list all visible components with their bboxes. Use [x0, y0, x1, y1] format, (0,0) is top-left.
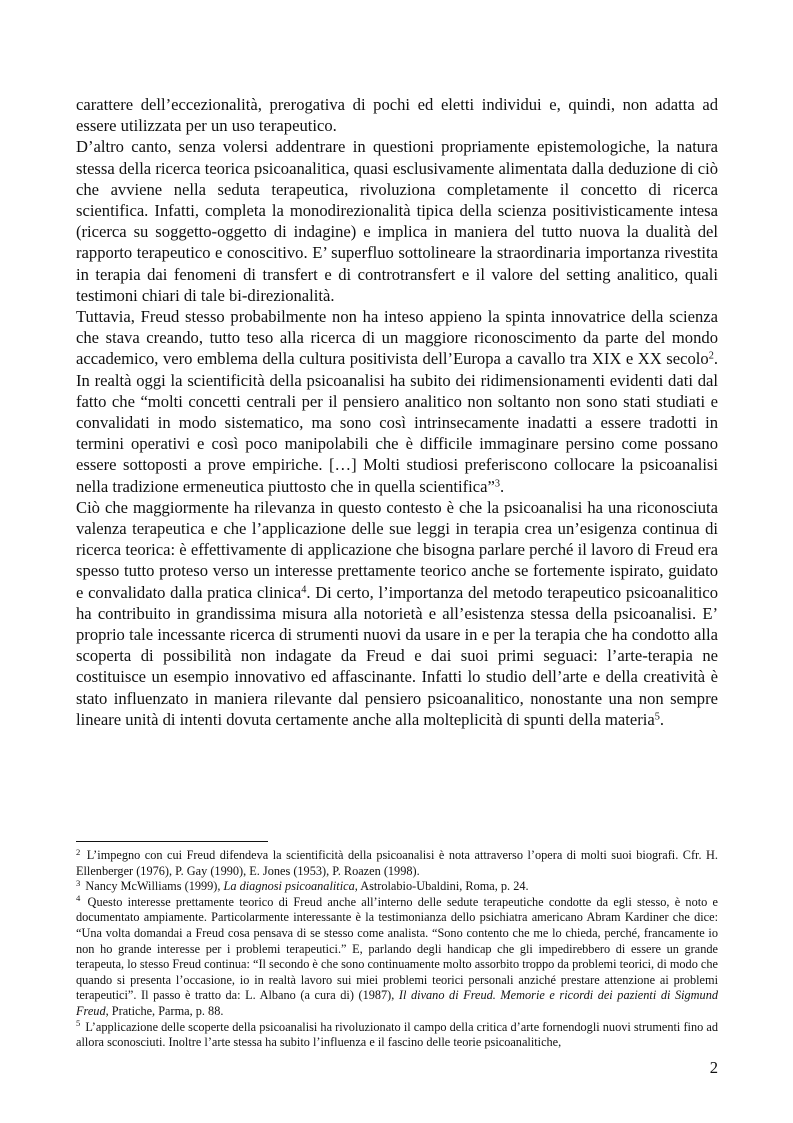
body-paragraph	[76, 306, 718, 497]
footnote-number: 3	[76, 877, 81, 888]
footnote	[76, 895, 718, 1020]
body-paragraph	[76, 136, 718, 306]
text-run: L’impegno con cui Freud difendeva la scientificità della psicoanalisi è nota attraverso l’opera di molti suoi biografi. Cfr. H. Ellenberger (1976), P. Gay (1990), E. Jones (1953), P. Roazen (1998).	[76, 848, 718, 878]
body-text	[76, 94, 718, 730]
text-run: . In realtà oggi la scientificità della psicoanalisi ha subito dei ridimensionamenti evidenti dati dal fatto che “molti concetti centrali per il pensiero analitico non soltanto non sono stati studiati e convalidati in modo sistematico, ma sono così intrinsecamente inadatti a essere tradotti in termini operativi e così poco manipolabili che è difficile immaginare persino come possano essere sottoposti a prove empiriche. […] Molti studiosi preferiscono collocare la psicoanalisi nella tradizione ermeneutica piuttosto che in quella scientifica”	[76, 349, 718, 496]
page-number: 2	[709, 1058, 718, 1077]
body-paragraph	[76, 497, 718, 730]
footnote	[76, 1020, 718, 1051]
text-run: Nancy McWilliams (1999),	[82, 879, 224, 894]
text-run: , Pratiche, Parma, p. 88.	[105, 1003, 224, 1018]
text-run: . Di certo, l’importanza del metodo terapeutico psicoanalitico ha contribuito in grandissima misura alla notorietà e all’esistenza stessa della psicoanalisi. E’ proprio tale incessante ricerca di strumenti nuovi da usare in e per la terapia che ha condotto alla scoperta di possibilità non indagate da Freud e dai suoi primi seguaci: l’arte-terapia ne costituisce un esempio innovativo ed affascinante. Infatti lo studio dell’arte e della creatività è stato influenzato in maniera rilevante dal pensiero psicoanalitico, nonostante una non sempre lineare unità di intenti dovuta certamente anche alla molteplicità di spunti della materia	[76, 582, 719, 729]
footnote	[76, 848, 718, 879]
text-run: Questo interesse prettamente teorico di Freud anche all’interno delle sedute terapeutiche condotte da egli stesso, è noto e documentato ampiamente. Particolarmente interessante è la testimonianza dello psichiatra americano Abram Kardiner che dice: “Una volta domandai a Freud cosa pensava di se stesso come analista. “Sono contento che me lo chieda, perché, francamente io non ho grande interesse per i problemi terapeutici.” E, parlando degli handicap che gli impedirebbero di essere un grande terapeuta, lo stesso Freud continua: “Il secondo è che sono continuamente molto assorbito troppo da problemi teorici, di modo che quando si presenta l’occasione, io in realtà lavoro sui miei problemi teorici personali anziché prestare attenzione ai problemi terapeutici”. Il passo è tratto da: L. Albano (a cura di) (1987),	[76, 894, 718, 1003]
text-run: .	[499, 476, 505, 496]
text-run: carattere dell’eccezionalità, prerogativa di pochi ed eletti individui e, quindi, non adatta ad essere utilizzata per un uso terapeutico.	[76, 95, 718, 136]
footnote-reference: 3	[494, 478, 500, 489]
footnote-separator	[76, 841, 268, 842]
footnote-reference: 4	[301, 584, 307, 596]
italic-title: La diagnosi psicoanalitica	[223, 879, 355, 894]
body-paragraph	[76, 94, 718, 136]
footnote-reference: 5	[654, 711, 660, 723]
italic-title: Il divano di Freud. Memorie e ricordi dei pazienti di Sigmund Freud	[76, 988, 718, 1018]
footnote	[76, 879, 718, 895]
footnote-number: 5	[76, 1018, 81, 1029]
footnotes	[76, 848, 718, 1051]
text-run: Ciò che maggiormente ha rilevanza in questo contesto è che la psicoanalisi ha una riconosciuta valenza terapeutica e che l’applicazione delle sue leggi in terapia crea un’esigenza continua di ricerca teorica: è effettivamente di applicazione che bisogna parlare perché il lavoro di Freud era spesso tutto proteso verso un interesse prettamente teorico anche se fortemente ispirato, guidato e convalidato dalla pratica clinica	[76, 497, 718, 602]
text-run: Tuttavia, Freud stesso probabilmente non ha inteso appieno la spinta innovatrice della scienza che stava creando, tutto teso alla ricerca di un maggiore riconoscimento da parte del mondo accademico, vero emblema della cultura positivista dell’Europa a cavallo tra XIX e XX secolo	[76, 307, 718, 369]
text-run: .	[659, 709, 665, 729]
footnote-number: 4	[76, 893, 81, 904]
text-run: L’applicazione delle scoperte della psicoanalisi ha rivoluzionato il campo della critica d’arte fornendogli nuovi strumenti fino ad allora sconosciuti. Inoltre l’arte stessa ha subito l’influenza e il fascino delle teorie psicoanalitiche,	[76, 1019, 718, 1050]
footnote-number: 2	[76, 846, 81, 857]
footnote-reference: 2	[708, 350, 714, 362]
text-run: D’altro canto, senza volersi addentrare in questioni propriamente epistemologiche, la natura stessa della ricerca teorica psicoanalitica, quasi esclusivamente alimentata dalla deduzione di ciò che avviene nella seduta terapeutica, rivoluziona completamente il concetto di ricerca scientifica. Infatti, completa la monodirezionalità tipica della scienza positivisticamente intesa (ricerca su soggetto-oggetto di indagine) e implica in maniera del tutto nuova la dualità del rapporto terapeutico e conoscitivo. E’ superfluo sottolineare la straordinaria importanza rivestita in terapia dai fenomeni di transfert e di controtransfert e il valore del setting analitico, quali testimoni chiari di tale bi-direzionalità.	[76, 137, 718, 305]
text-run: , Astrolabio-Ubaldini, Roma, p. 24.	[354, 879, 529, 894]
